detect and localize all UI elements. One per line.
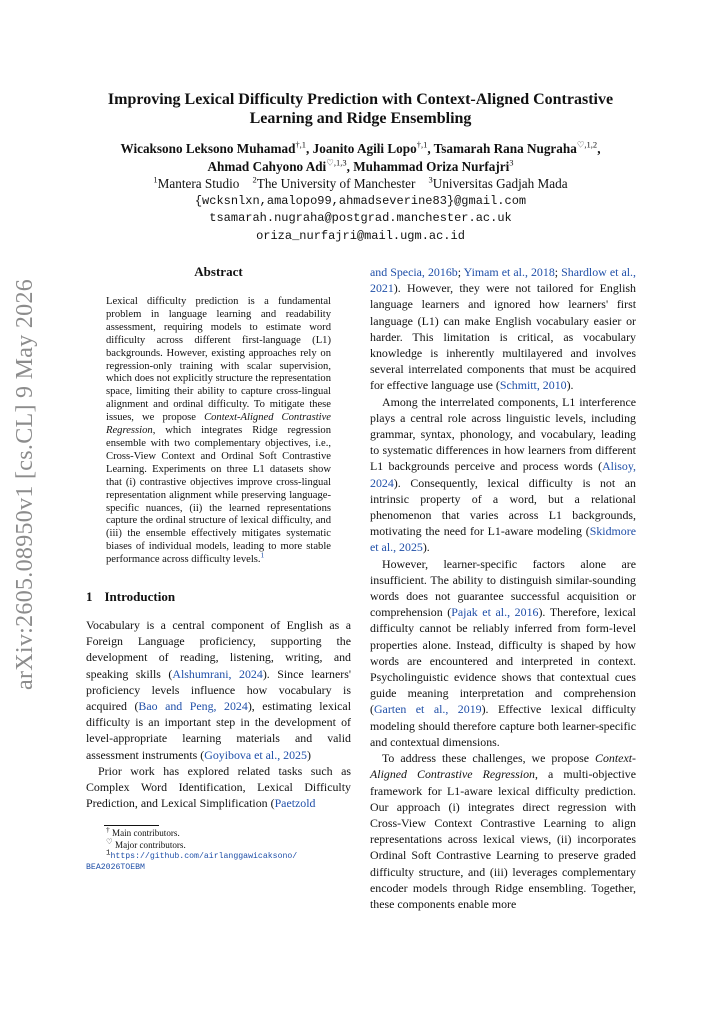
author-email[interactable]: {wcksnlxn,amalopo99,ahmadseverine83}@gmail.com: [194, 193, 527, 208]
author-marker: †,1: [416, 139, 428, 150]
text-run: ).: [566, 378, 574, 393]
abstract-text-part: Lexical difficulty prediction is a fundamental problem in language learning and readability assessment, requiring models to estimate word difficulty across different first-language (L1) backgrounds. However, existing approaches rely on regression-only training with scalar supervision, which does not explicitly structure the representation space, limiting their ability to capture cross-lingual alignment and ordinal difficulty. To mitigate these issues, we propose: [106, 296, 331, 424]
intro-body-right: [370, 264, 636, 912]
text-run: ;: [554, 265, 562, 279]
affiliation: Universitas Gadjah Mada: [432, 176, 568, 191]
arxiv-stamp: arXiv:2605.08950v1 [cs.CL] 9 May 2026: [12, 278, 38, 690]
author-name: Joanito Agili Lopo: [312, 141, 417, 156]
paragraph: [370, 264, 636, 394]
citation-link[interactable]: Shardlow et al., 2021: [370, 265, 636, 296]
affiliation-marker: 3: [428, 174, 433, 185]
author-name: Muhammad Oriza Nurfajri: [353, 158, 510, 174]
author-name: Wicaksono Leksono Muhamad: [120, 141, 296, 156]
affiliation-marker: 1: [153, 174, 158, 185]
citation-link[interactable]: Yimam et al., 2018: [463, 265, 555, 279]
author-marker: 3: [509, 157, 514, 168]
repo-link[interactable]: https://github.com/airlanggawicaksono/: [110, 851, 298, 861]
footnote-url-line[interactable]: [86, 851, 351, 862]
text-run: ). Effective lexical difficulty modeling should therefore capture both learner-specific and contextual dimensions.: [370, 702, 636, 749]
footnote-marker: †: [106, 825, 110, 835]
author-names-line-2: Ahmad Cahyono Adi$^{♡,1,3}$, Muhammad Oriza Nurfajri$^3$: [207, 157, 514, 174]
footnote-main-contributors: [86, 825, 351, 839]
title-line-2: Learning and Ridge Ensembling: [249, 110, 472, 127]
citation-link[interactable]: Skidmore et al., 2025: [370, 524, 636, 555]
citation-link[interactable]: Goyibova et al., 2025: [204, 747, 307, 762]
text-run: ). Consequently, lexical difficulty is not an intrinsic property of a word, but a relational phenomenon that varies across L1 backgrounds, motivating the need for L1-aware modeling (: [370, 475, 636, 539]
footnote-text: Main contributors.: [112, 828, 180, 839]
author-name: Tsamarah Rana Nugraha: [433, 141, 577, 156]
paragraph: [370, 556, 636, 750]
text-run: ). However, they were not tailored for English language learners and ignored how learners' first language (L1) can make English vocabulary easier or harder. This limitation is critical, as vocabulary knowledge is inherently multilayered and involves several interrelated components that must be acquired for effective language use (: [370, 281, 636, 393]
left-column: [86, 264, 351, 873]
text-run: Prior work has explored related tasks such as Complex Word Identification, Lexical Difficulty Prediction, and Lexical Simplification (: [86, 763, 351, 811]
citation-link[interactable]: Garten et al., 2019: [373, 702, 482, 717]
section-title: Introduction: [104, 589, 176, 605]
text-run: Among the interrelated components, L1 interference plays a central role across linguistic levels, including grammar, syntax, phonology, and vocabulary, leading to systematic differences in how learners from different L1 backgrounds perceive and process words (: [370, 394, 636, 474]
paragraph: [370, 750, 636, 912]
author-name: Ahmad Cahyono Adi: [207, 158, 327, 174]
paper-title: [70, 90, 651, 128]
author-marker: ♡,1,3: [326, 157, 347, 168]
author-email[interactable]: tsamarah.nugraha@postgrad.manchester.ac.uk: [209, 211, 512, 225]
section-heading: [86, 589, 351, 605]
abstract-text-part: , which integrates Ridge regression ensemble with two complementary objectives, i.e., Cross-View Context and Ordinal Soft Contrastive Learning. Experiments on three L1 datasets show that (i) contrastive objectives improve cross-lingual representation alignment while preserving language-specific nuances, (ii) the learned representations capture the ordinal structure of lexical difficulty, and (iii) the ensemble effectively mitigates systematic biases of individual models, leading to more stable performance across difficulty levels.: [106, 425, 331, 566]
author-names-line-1: Wicaksono Leksono Muhamad$^{\dagger,1}$, Joanito Agili Lopo$^{\dagger,1}$, Tsamarah Rana Nugraha$^{♡,1,2}$,: [120, 139, 601, 156]
author-marker: †,1: [295, 139, 307, 150]
text-run: ;: [457, 265, 464, 279]
paragraph: [86, 763, 351, 812]
author-email[interactable]: oriza_nurfajri@mail.ugm.ac.id: [256, 228, 465, 243]
footnote-link[interactable]: 1: [260, 550, 265, 560]
affiliation: The University of Manchester: [256, 176, 416, 191]
intro-body-left: [86, 617, 351, 811]
footnote-divider: [104, 825, 159, 826]
footnote-marker: 1: [106, 849, 111, 858]
text-run: ): [306, 747, 311, 762]
footnote-marker: ♡: [106, 836, 113, 846]
affiliation-marker: 2: [252, 174, 257, 185]
text-run: ). Since learners' proficiency levels influence how vocabulary is acquired (: [86, 666, 351, 714]
footnote-text: Major contributors.: [115, 839, 186, 850]
right-column: [370, 264, 636, 912]
citation-link[interactable]: Alisoy, 2024: [370, 459, 636, 490]
author-block: [70, 140, 651, 245]
footnotes: [86, 825, 351, 873]
abstract-text: [106, 296, 331, 567]
text-run: , a multi-objective framework for L1-aware lexical difficulty prediction. Our approach (i) integrates direct regression with Cross-View Context Contrastive Learning to align representations across lexical views, (ii) incorporates Ordinal Soft Contrastive Learning to preserve graded difficulty structure, and (iii) leverages complementary encoder models through Ridge ensembling. Together, these components enable more: [370, 767, 636, 911]
method-name: Context-Aligned Contrastive Regression: [106, 412, 331, 437]
paragraph: [86, 617, 351, 763]
text-run: ).: [422, 540, 430, 555]
text-run: ), estimating lexical difficulty is an important step in the development of level-appropriate learning materials and valid assessment instruments (: [86, 699, 351, 762]
text-run: However, learner-specific factors alone are insufficient. The ability to distinguish similar-sounding words does not guarantee successful acquisition or comprehension (: [370, 556, 636, 620]
abstract-heading: Abstract: [194, 264, 243, 279]
citation-link[interactable]: Bao and Peng, 2024: [138, 699, 248, 714]
citation-link[interactable]: Alshumrani, 2024: [172, 666, 263, 681]
section-number: 1: [86, 589, 93, 605]
author-marker: ♡,1,2: [576, 139, 598, 150]
footnote-url-line[interactable]: BEA2026TOEBM: [86, 863, 145, 873]
citation-link[interactable]: Paetzold: [274, 796, 316, 811]
text-run: ). Therefore, lexical difficulty cannot be reliably inferred from form-level properties alone. Instead, difficulty is shaped by how words are encountered and interpreted in context. Psycholinguistic evidence shows that contextual cues guide meaning interpretation and comprehension (: [370, 605, 636, 717]
method-name: Context-Aligned Contrastive Regression: [370, 751, 636, 782]
paragraph: [370, 394, 636, 556]
affiliations: [70, 175, 651, 193]
text-run: Vocabulary is a central component of English as a Foreign Language proficiency, supporting the development of reading, listening, writing, and speaking skills (: [86, 618, 351, 681]
text-run: To address these challenges, we propose: [382, 751, 596, 766]
citation-link[interactable]: and Specia, 2016b: [370, 265, 458, 279]
citation-link[interactable]: Schmitt, 2010: [499, 378, 567, 393]
title-line-1: Improving Lexical Difficulty Prediction with Context-Aligned Contrastive: [107, 91, 614, 108]
footnote-major-contributors: [86, 836, 351, 851]
citation-link[interactable]: Pajak et al., 2016: [451, 605, 539, 620]
affiliation: Mantera Studio: [157, 176, 240, 191]
